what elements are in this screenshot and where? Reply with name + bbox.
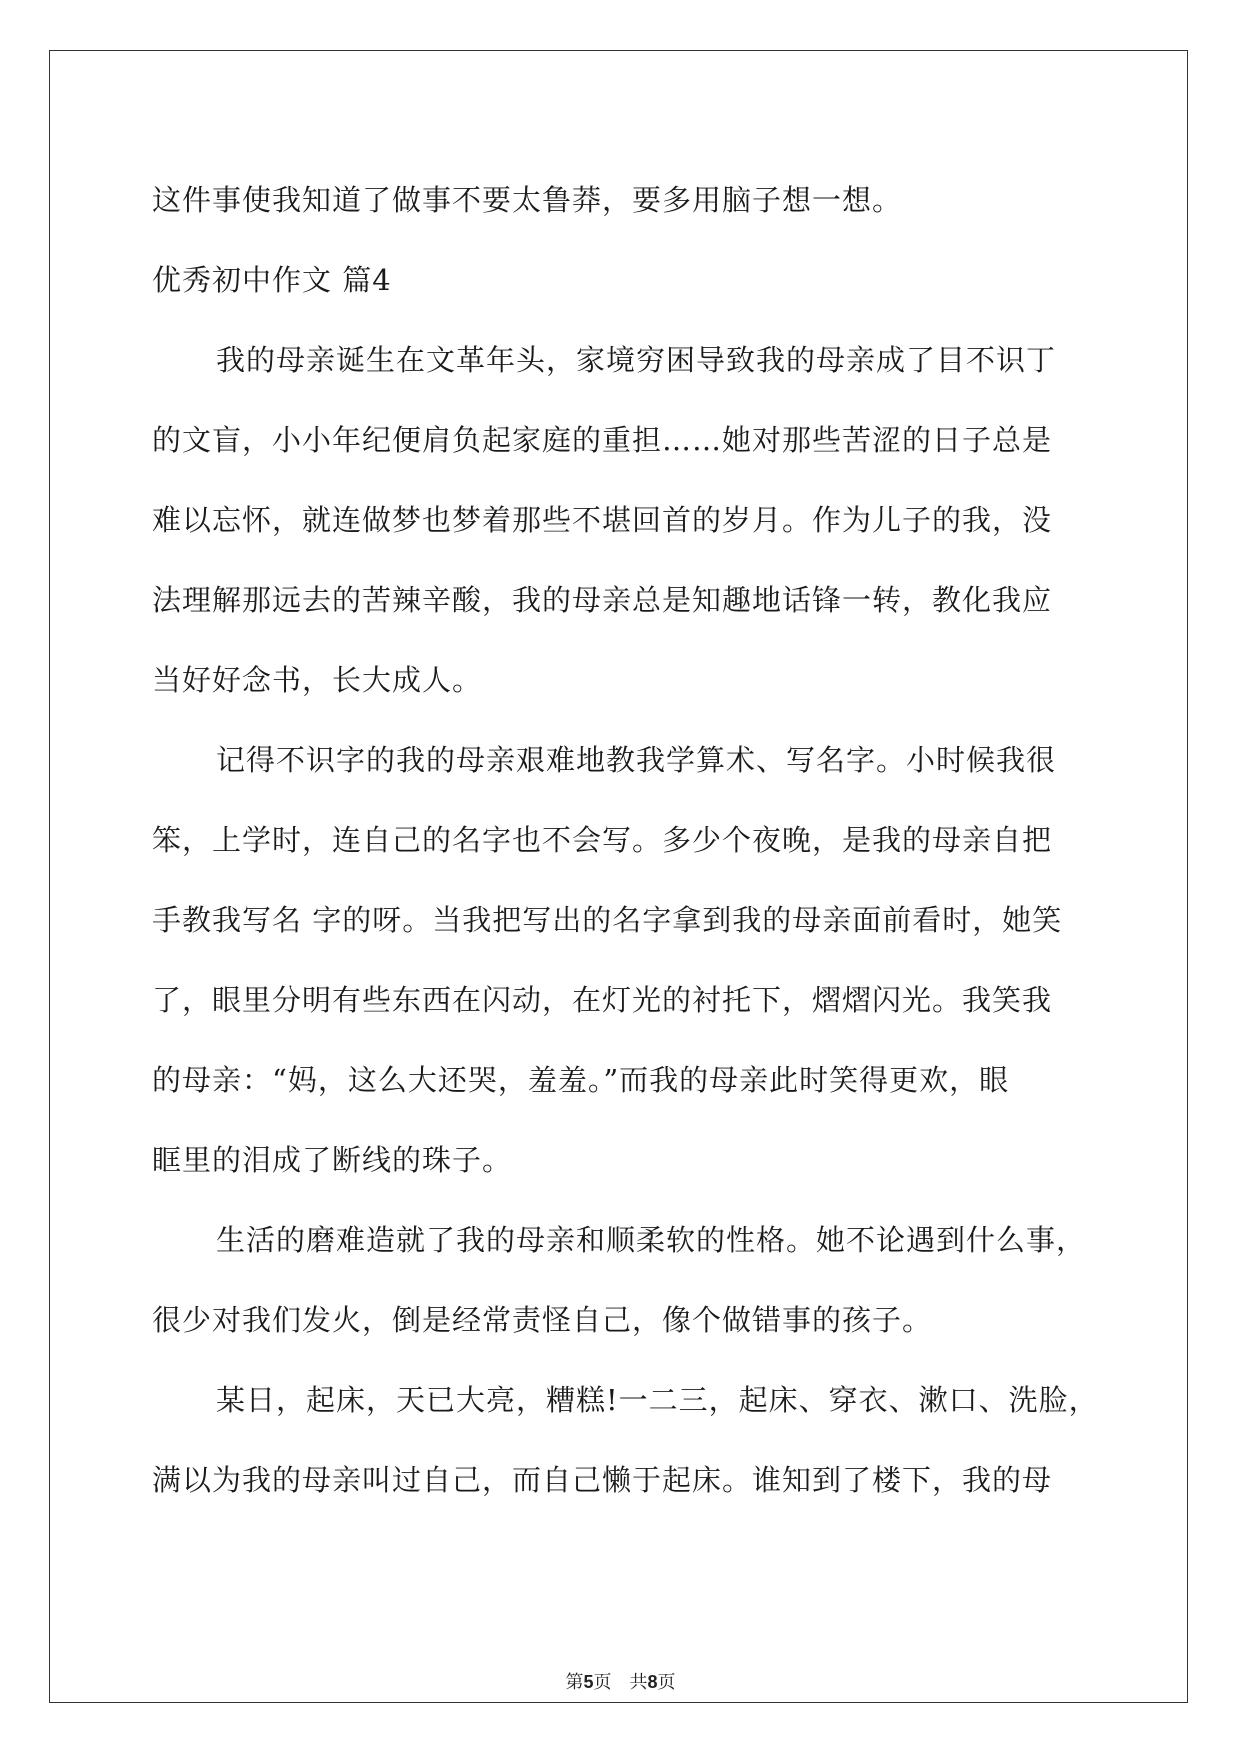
paragraph <box>152 720 1092 1200</box>
text-line: 生活的磨难造就了我的母亲和顺柔软的性格。她不论遇到什么事， <box>216 1223 1087 1257</box>
page-footer <box>0 1668 1241 1694</box>
paragraph <box>152 1360 1099 1520</box>
text-line: 的母亲：“妈，这么大还哭，羞羞。”而我的母亲此时笑得更欢，眼 <box>152 1063 1010 1097</box>
total-suffix: 页 <box>657 1672 676 1693</box>
page-number: 5 <box>583 1672 594 1692</box>
text-line: 笨，上学时，连自己的名字也不会写。多少个夜晚，是我的母亲自把 <box>152 823 1053 857</box>
text-line: 眶里的泪成了断线的珠子。 <box>152 1143 513 1177</box>
text-line: 的文盲，小小年纪便肩负起家庭的重担……她对那些苦涩的日子总是 <box>152 423 1053 457</box>
text-line: 这件事使我知道了做事不要太鲁莽，要多用脑子想一想。 <box>152 183 903 217</box>
document-body <box>152 160 1099 1520</box>
paragraph <box>152 1200 1092 1360</box>
section-heading: 优秀初中作文 篇4 <box>152 263 392 297</box>
text-line: 了，眼里分明有些东西在闪动，在灯光的衬托下，熠熠闪光。我笑我 <box>152 983 1053 1017</box>
text-line: 很少对我们发火，倒是经常责怪自己，像个做错事的孩子。 <box>152 1303 933 1337</box>
text-line: 手教我写名 字的呀。当我把写出的名字拿到我的母亲面前看时，她笑 <box>152 903 1063 937</box>
total-pages: 8 <box>647 1672 658 1692</box>
page-prefix: 第 <box>565 1672 584 1693</box>
text-line: 当好好念书，长大成人。 <box>152 663 483 697</box>
text-line: 法理解那远去的苦辣辛酸，我的母亲总是知趣地话锋一转，教化我应 <box>152 583 1053 617</box>
text-line: 我的母亲诞生在文革年头，家境穷困导致我的母亲成了目不识丁 <box>216 343 1057 377</box>
total-prefix: 共 <box>629 1672 648 1693</box>
text-line: 满以为我的母亲叫过自己，而自己懒于起床。谁知到了楼下，我的母 <box>152 1463 1053 1497</box>
text-line: 记得不识字的我的母亲艰难地教我学算术、写名字。小时候我很 <box>216 743 1057 777</box>
page-suffix: 页 <box>593 1672 612 1693</box>
paragraph <box>152 320 1092 720</box>
text-line: 某日，起床，天已大亮，糟糕!一二三，起床、穿衣、漱口、洗脸， <box>216 1383 1099 1417</box>
text-line: 难以忘怀，就连做梦也梦着那些不堪回首的岁月。作为儿子的我，没 <box>152 503 1053 537</box>
